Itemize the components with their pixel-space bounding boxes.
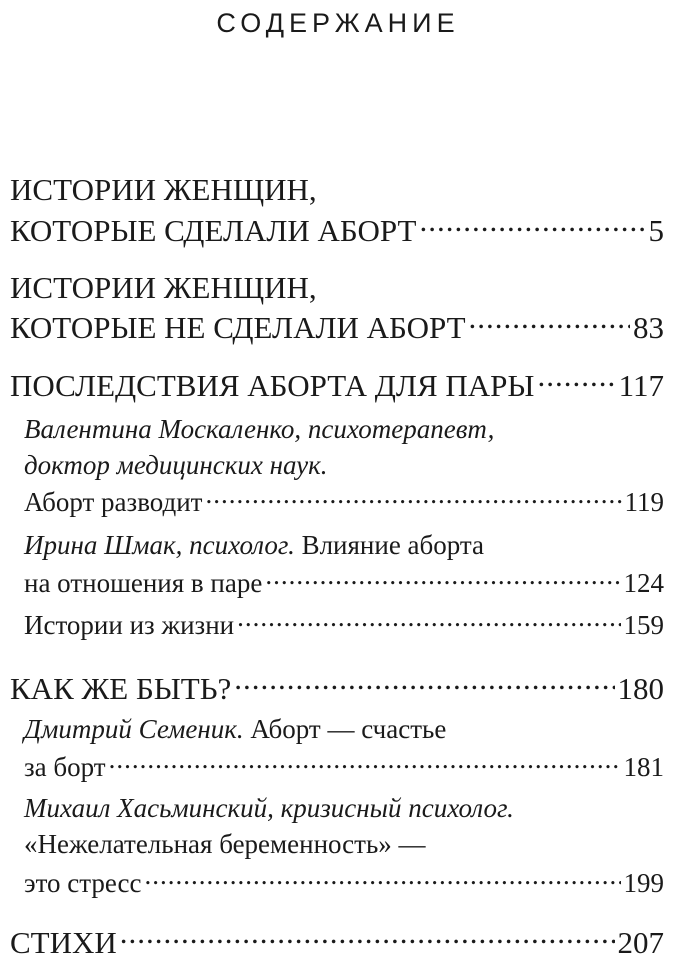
page-number: 207: [617, 925, 664, 960]
toc-entry-heading: [24, 530, 664, 561]
toc-section-2-line1: [10, 270, 664, 306]
page-number: 180: [617, 671, 664, 706]
entry-title: Истории из жизни: [24, 610, 235, 640]
dot-leader: [234, 668, 614, 699]
toc-entry-author: [24, 414, 664, 445]
page-number: 159: [623, 610, 664, 640]
toc-section-title: ИСТОРИИ ЖЕНЩИН,: [10, 172, 317, 207]
entry-title: Аборт — счастье: [243, 714, 447, 744]
entry-author: Михаил Хасьминский, кризисный психолог.: [24, 793, 514, 823]
dot-leader: [537, 365, 615, 396]
toc-section-5[interactable]: [10, 922, 664, 961]
entry-title: за борт: [24, 752, 106, 782]
page-title: СОДЕРЖАНИЕ: [216, 8, 460, 38]
dot-leader: [265, 565, 620, 592]
toc-entry[interactable]: [24, 865, 664, 899]
toc-section-1-line2[interactable]: [10, 210, 664, 249]
toc-section-title: СТИХИ: [10, 925, 117, 960]
entry-title: это стресс: [24, 868, 142, 898]
page-number: 119: [624, 487, 664, 517]
entry-author: доктор медицинских наук.: [24, 450, 328, 480]
toc-section-title: ИСТОРИИ ЖЕНЩИН,: [10, 270, 317, 305]
page-number: 124: [623, 568, 664, 598]
page-number: 5: [648, 213, 664, 248]
page-number: 117: [618, 368, 664, 403]
page-number: 199: [623, 868, 664, 898]
page-number: 181: [623, 752, 664, 782]
entry-author: Дмитрий Семеник.: [24, 714, 244, 744]
page-number: 83: [633, 310, 664, 345]
toc-section-3[interactable]: [10, 365, 664, 404]
entry-title: «Нежелательная беременность» —: [24, 829, 426, 859]
toc-section-title: КАК ЖЕ БЫТЬ?: [10, 671, 232, 706]
toc-entry-author: [24, 793, 664, 824]
toc-section-title: КОТОРЫЕ СДЕЛАЛИ АБОРТ: [10, 213, 417, 248]
toc-entry[interactable]: [24, 607, 664, 641]
toc-section-4[interactable]: [10, 668, 664, 707]
entry-title: Аборт разводит: [24, 487, 203, 517]
dot-leader: [120, 922, 615, 953]
dot-leader: [145, 865, 621, 892]
entry-title: на отношения в паре: [24, 568, 263, 598]
toc-entry-author: [24, 450, 664, 481]
toc-entry[interactable]: [24, 565, 664, 599]
entry-author: Ирина Шмак, психолог.: [24, 530, 295, 560]
toc-section-2-line2[interactable]: [10, 307, 664, 346]
dot-leader: [469, 307, 630, 338]
dot-leader: [109, 749, 621, 776]
dot-leader: [237, 607, 620, 634]
dot-leader: [205, 484, 621, 511]
dot-leader: [419, 210, 645, 241]
toc-section-title: ПОСЛЕДСТВИЯ АБОРТА ДЛЯ ПАРЫ: [10, 368, 535, 403]
toc-section-title: КОТОРЫЕ НЕ СДЕЛАЛИ АБОРТ: [10, 310, 466, 345]
entry-author: Валентина Москаленко, психотерапевт,: [24, 414, 495, 444]
toc-entry[interactable]: [24, 484, 664, 518]
toc-section-1-line1: [10, 172, 664, 208]
toc-entry-heading: [24, 714, 664, 745]
toc-entry[interactable]: [24, 749, 664, 783]
entry-title: Влияние аборта: [294, 530, 485, 560]
toc-entry-heading: [24, 829, 664, 860]
